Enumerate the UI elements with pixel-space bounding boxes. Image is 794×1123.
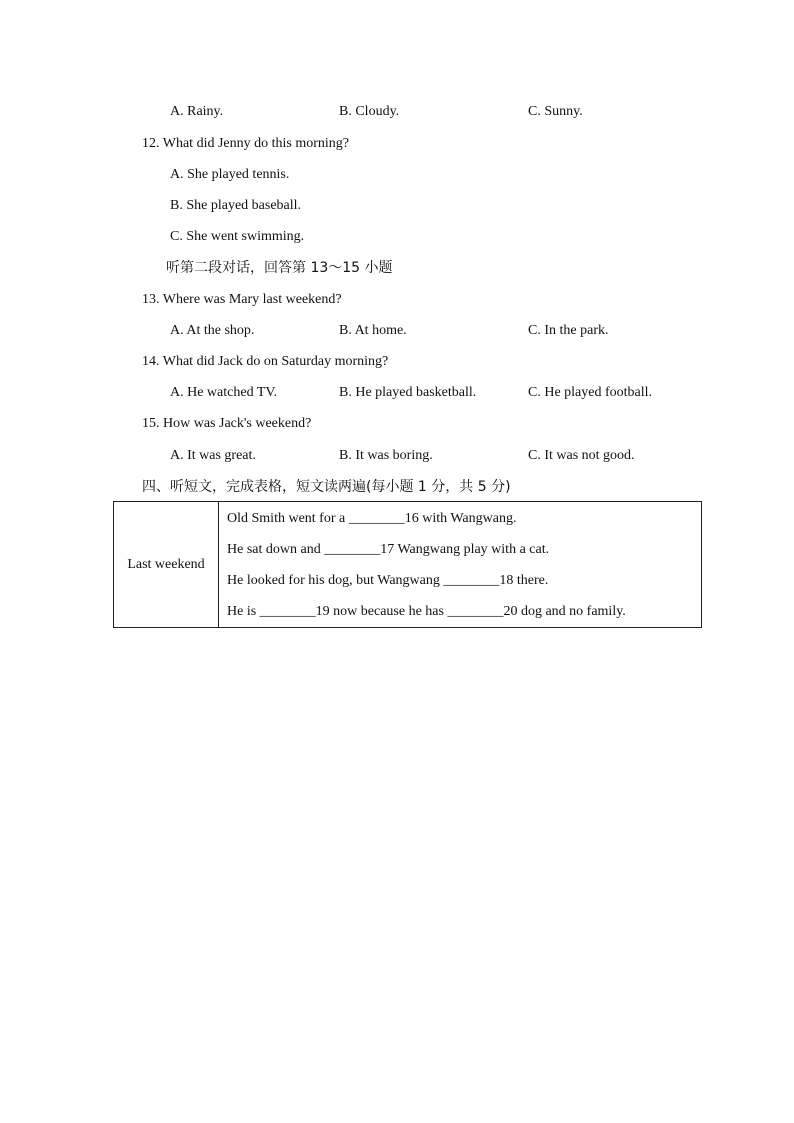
q15-question: 15. How was Jack's weekend?	[142, 416, 312, 431]
table-row-17: He sat down and ________17 Wangwang play with a cat.	[227, 542, 550, 557]
section4-title: 四、听短文，完成表格，短文读两遍(每小题 1 分，共 5 分)	[142, 479, 511, 495]
table-label-cell	[114, 502, 219, 628]
q13-option-b: B. At home.	[339, 323, 407, 338]
q12-question: 12. What did Jenny do this morning?	[142, 136, 349, 151]
table-row-18: He looked for his dog, but Wangwang ________18 there.	[227, 573, 549, 588]
q11-option-a: A. Rainy.	[170, 104, 224, 119]
q14-option-c: C. He played football.	[528, 385, 653, 400]
q15-option-c: C. It was not good.	[528, 448, 635, 463]
table-row-19-20: He is ________19 now because he has ________20 dog and no family.	[227, 604, 626, 619]
q13-option-c: C. In the park.	[528, 323, 609, 338]
q14-question: 14. What did Jack do on Saturday morning?	[142, 354, 389, 369]
q11-option-c: C. Sunny.	[528, 104, 583, 119]
q12-option-a: A. She played tennis.	[170, 167, 290, 182]
table-content-cell	[219, 502, 702, 628]
q12-option-b: B. She played baseball.	[170, 198, 302, 213]
q14-option-b: B. He played basketball.	[339, 385, 477, 400]
q14-option-a: A. He watched TV.	[170, 385, 278, 400]
q15-option-a: A. It was great.	[170, 448, 256, 463]
table-row-16: Old Smith went for a ________16 with Wangwang.	[227, 511, 517, 526]
q15-option-b: B. It was boring.	[339, 448, 433, 463]
q13-option-a: A. At the shop.	[170, 323, 255, 338]
section-dialogue2-heading: 听第二段对话，回答第 13～15 小题	[166, 260, 393, 276]
q11-option-b: B. Cloudy.	[339, 104, 400, 119]
fill-in-table	[113, 501, 702, 628]
q12-option-c: C. She went swimming.	[170, 229, 305, 244]
q13-question: 13. Where was Mary last weekend?	[142, 292, 342, 307]
table-label: Last weekend	[127, 556, 205, 572]
